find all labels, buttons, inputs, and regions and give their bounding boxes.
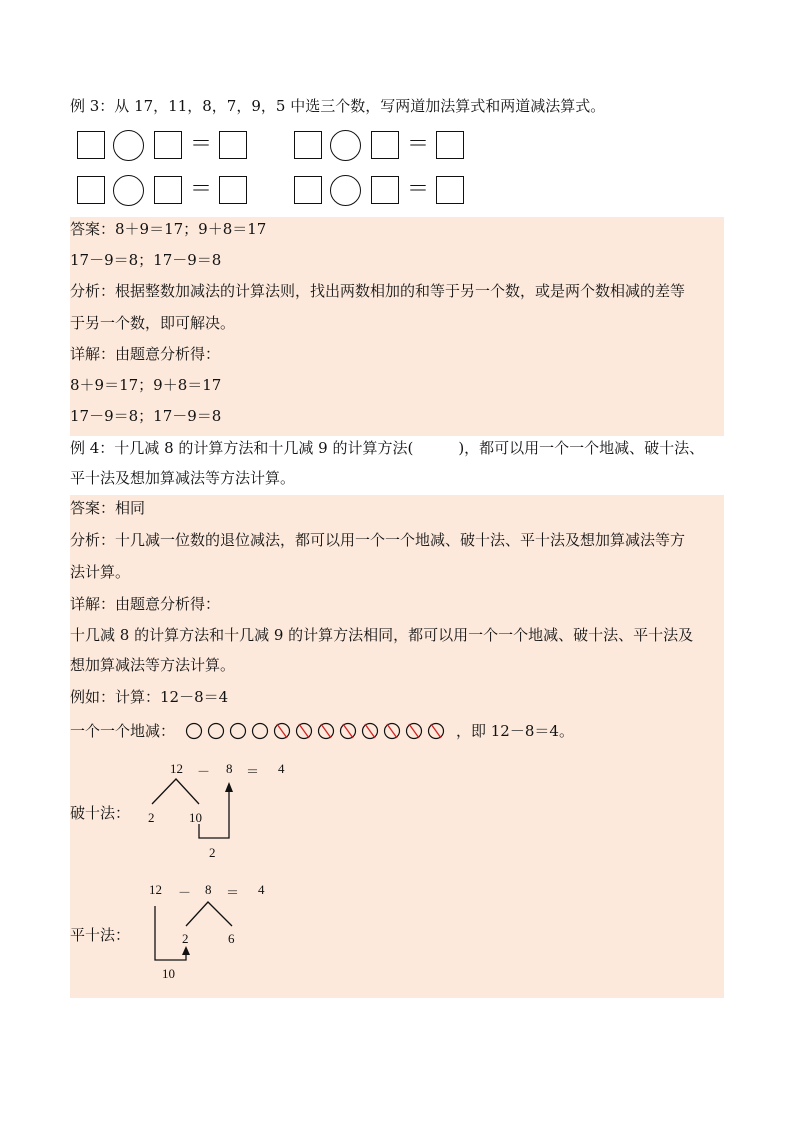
one-by-one-result: ，即 12－8＝4。	[456, 722, 574, 740]
ping-shi-n2: 2	[182, 931, 189, 946]
ping-shi-n4: 4	[258, 882, 265, 897]
po-shi-n8: 8	[226, 761, 233, 776]
po-shi-n12: 12	[170, 761, 183, 776]
example3-detail-line1: 8＋9＝17；9＋8＝17	[70, 376, 222, 394]
example3-detail-title: 详解：由题意分析得：	[70, 345, 221, 363]
example3-title: 例 3：从 17，11，8，7，9，5 中选三个数，写两道加法算式和两道减法算式。	[70, 97, 606, 115]
po-shi-label: 破十法：	[70, 804, 131, 822]
ping-shi-minus: －	[178, 885, 192, 900]
example4-analysis: 分析：十几减一位数的退位减法，都可以用一个一个地减、破十法、平十法及想加算减法等方	[70, 531, 686, 549]
example3-analysis: 分析：根据整数加减法的计算法则，找出两数相加的和等于另一个数，或是两个数相减的差等	[70, 282, 686, 300]
equals-sign: ＝	[407, 132, 430, 157]
example4-title-cont: 平十法及想加算减法等方法计算。	[70, 469, 296, 487]
ping-shi-eq: ＝	[226, 885, 240, 900]
example4-answer: 答案：相同	[70, 499, 146, 517]
po-shi-n2b: 2	[209, 845, 216, 860]
po-shi-n10: 10	[189, 810, 202, 825]
po-shi-n2: 2	[148, 810, 155, 825]
equals-sign: ＝	[190, 177, 213, 202]
example3-answer-line2: 17－9＝8；17－9＝8	[70, 251, 222, 269]
one-by-one-label: 一个一个地减：	[70, 722, 176, 740]
example4-analysis-cont: 法计算。	[70, 563, 131, 581]
equals-sign: ＝	[190, 132, 213, 157]
po-shi-minus: －	[197, 764, 211, 779]
equals-sign: ＝	[407, 177, 430, 202]
example4-detail-line1: 十几减 8 的计算方法和十几减 9 的计算方法相同，都可以用一个一个地减、破十法、平十法及	[70, 626, 694, 644]
example4-detail-title: 详解：由题意分析得：	[70, 595, 221, 613]
ping-shi-n8: 8	[205, 882, 212, 897]
ping-shi-n6: 6	[228, 931, 235, 946]
ping-shi-n12: 12	[149, 882, 162, 897]
ping-shi-n10: 10	[162, 966, 175, 981]
example3-analysis-cont: 于另一个数，即可解决。	[70, 314, 236, 332]
po-shi-eq: ＝	[246, 764, 260, 779]
example3-detail-line2: 17－9＝8；17－9＝8	[70, 407, 222, 425]
ping-shi-label: 平十法：	[70, 926, 131, 944]
example4-detail-line2: 想加算减法等方法计算。	[70, 656, 236, 674]
po-shi-n4: 4	[278, 761, 285, 776]
example4-title: 例 4：十几减 8 的计算方法和十几减 9 的计算方法( )，都可以用一个一个地减、破十法、	[70, 439, 705, 457]
example3-answer: 答案：8＋9＝17；9＋8＝17	[70, 220, 267, 238]
example4-example-line: 例如：计算：12－8＝4	[70, 688, 229, 706]
